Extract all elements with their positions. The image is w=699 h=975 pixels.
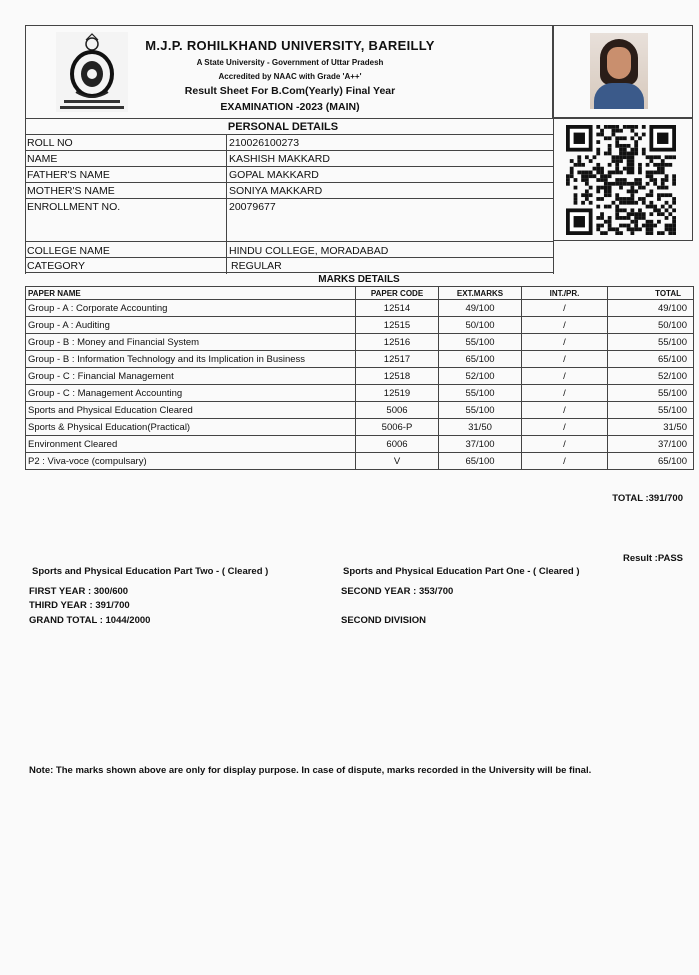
marks-details-title: MARKS DETAILS xyxy=(318,274,400,285)
field-category: CATEGORY REGULAR xyxy=(25,257,553,273)
table-row: Group - B : Money and Financial System 12516 55/100 / 55/100 xyxy=(26,334,694,351)
field-father-name: FATHER'S NAME GOPAL MAKKARD xyxy=(25,166,553,182)
second-year-total: SECOND YEAR : 353/700 xyxy=(341,586,454,597)
sports-part-two: Sports and Physical Education Part Two - ( Cleared ) xyxy=(32,566,269,577)
qr-code-icon xyxy=(566,125,676,235)
table-row: Group - A : Auditing 12515 50/100 / 50/100 xyxy=(26,317,694,334)
division: SECOND DIVISION xyxy=(341,615,426,626)
left-border xyxy=(25,118,26,274)
table-row: Group - C : Financial Management 12518 52/100 / 52/100 xyxy=(26,368,694,385)
table-row: Group - A : Corporate Accounting 12514 49/100 / 49/100 xyxy=(26,300,694,317)
field-name: NAME KASHISH MAKKARD xyxy=(25,150,553,166)
table-row: Group - C : Management Accounting 12519 55/100 / 55/100 xyxy=(26,385,694,402)
grand-total: GRAND TOTAL : 1044/2000 xyxy=(29,615,151,626)
field-college-name: COLLEGE NAME HINDU COLLEGE, MORADABAD xyxy=(25,241,553,257)
qr-box xyxy=(553,118,693,241)
table-row: P2 : Viva-voce (compulsary) V 65/100 / 65/100 xyxy=(26,453,694,470)
examination-title: EXAMINATION -2023 (MAIN) xyxy=(220,101,360,113)
student-photo xyxy=(590,33,648,109)
table-row: Group - B : Information Technology and its Implication in Business 12517 65/100 / 65/100 xyxy=(26,351,694,368)
sheet-title: Result Sheet For B.Com(Yearly) Final Year xyxy=(184,85,396,97)
field-roll-no: ROLL NO 210026100273 xyxy=(25,134,553,150)
col-paper-name: PAPER NAME xyxy=(26,287,356,300)
first-year-total: FIRST YEAR : 300/600 xyxy=(29,586,129,597)
disclaimer-note: Note: The marks shown above are only for display purpose. In case of dispute, marks recorded in the University will be final. xyxy=(29,765,592,776)
marks-table xyxy=(25,286,694,470)
photo-box xyxy=(553,25,693,118)
field-enrollment-no: ENROLLMENT NO. 20079677 xyxy=(25,198,553,241)
personal-details-title: PERSONAL DETAILS xyxy=(25,118,553,134)
marks-header-row xyxy=(26,287,694,300)
col-paper-code: PAPER CODE xyxy=(356,287,439,300)
col-total: TOTAL xyxy=(608,287,694,300)
header xyxy=(25,25,553,118)
table-row: Sports and Physical Education Cleared 5006 55/100 / 55/100 xyxy=(26,402,694,419)
result-status: Result :PASS xyxy=(622,553,683,564)
col-ext-marks: EXT.MARKS xyxy=(439,287,522,300)
accreditation-line: Accredited by NAAC with Grade 'A++' xyxy=(218,72,362,81)
field-mother-name: MOTHER'S NAME SONIYA MAKKARD xyxy=(25,182,553,198)
third-year-total: THIRD YEAR : 391/700 xyxy=(29,600,130,611)
university-name: M.J.P. ROHILKHAND UNIVERSITY, BAREILLY xyxy=(145,38,435,53)
table-row: Environment Cleared 6006 37/100 / 37/100 xyxy=(26,436,694,453)
total-summary: TOTAL :391/700 xyxy=(612,493,683,504)
table-row: Sports & Physical Education(Practical) 5006-P 31/50 / 31/50 xyxy=(26,419,694,436)
col-int-pr: INT./PR. xyxy=(522,287,608,300)
right-border xyxy=(553,241,554,274)
state-line: A State University - Government of Uttar Pradesh xyxy=(196,58,384,67)
sports-part-one: Sports and Physical Education Part One - ( Cleared ) xyxy=(343,566,580,577)
